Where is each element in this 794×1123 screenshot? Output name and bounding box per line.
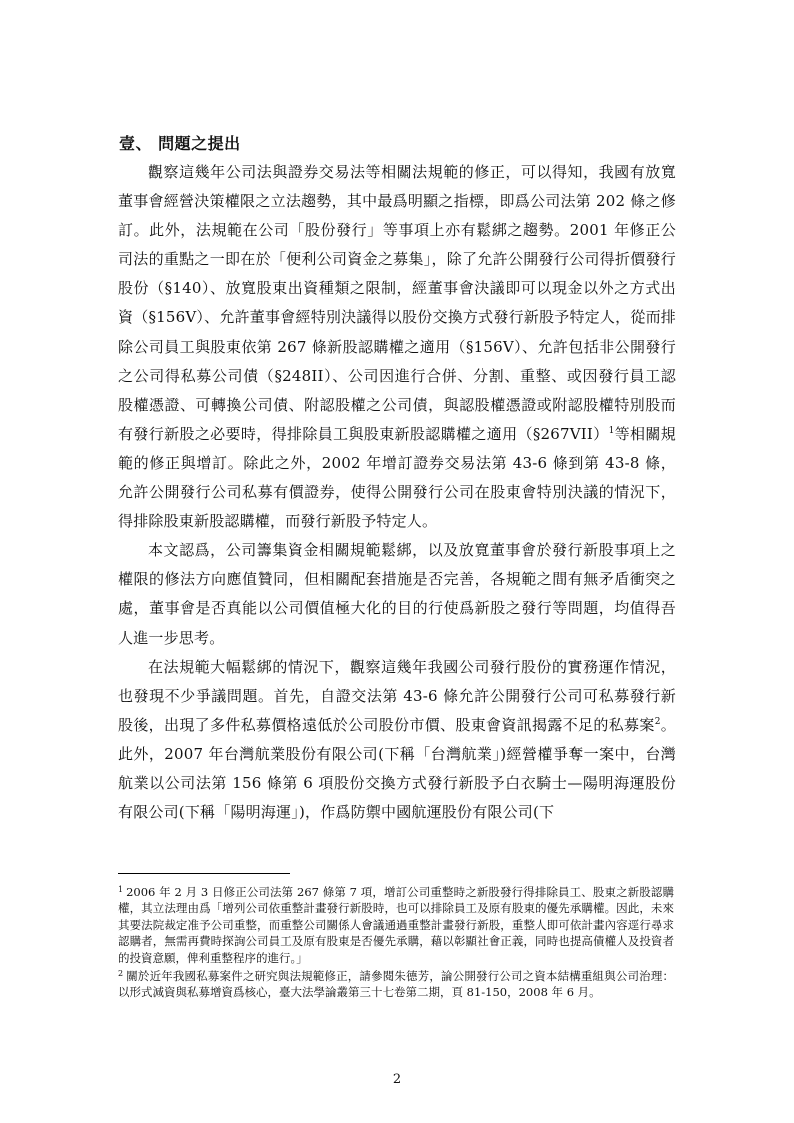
- body-text: [118, 158, 676, 827]
- paragraph-1: [118, 158, 676, 536]
- footnotes: [118, 882, 674, 1001]
- footnote-2: [118, 966, 674, 1001]
- paragraph-1-text-b: 等相關規範的修正與增訂。除此之外，2002 年增訂證券交易法第 43-6 條到第 43-8 條，允許公開發行公司私募有價證券，使得公開發行公司在股東會特別決議的情況下，得排除股東新股認購權，而發行新股予特定人。: [118, 424, 676, 531]
- paragraph-3-text-b: 。此外，2007 年台灣航業股份有限公司(下稱「台灣航業」)經營權爭奪一案中，台灣航業以公司法第 156 條第 6 項股份交換方式發行新股予白衣騎士—陽明海運股份有限公司(下稱「陽明海運」)，作爲防禦中國航運股份有限公司(下: [118, 715, 676, 822]
- footnote-1-number: 1: [118, 885, 124, 894]
- footnote-ref-2[interactable]: 2: [654, 716, 661, 727]
- page-number: 2: [392, 1072, 402, 1087]
- paragraph-1-text-a: 觀察這幾年公司法與證券交易法等相關法規範的修正，可以得知，我國有放寬董事會經營決策權限之立法趨勢，其中最爲明顯之指標，即爲公司法第 202 條之修訂。此外，法規範在公司「股份發行」等事項上亦有鬆綁之趨勢。2001 年修正公司法的重點之一即在於「便利公司資金之募集」，除了允許公開發行公司得折價發行股份（§140）、放寬股東出資種類之限制，經董事會決議即可以現金以外之方式出資（§156V）、允許董事會經特別決議得以股份交換方式發行新股予特定人，從而排除公司員工與股東依第 267 條新股認購權之適用（§156V）、允許包括非公開發行之公司得私募公司債（§248II）、公司因進行合併、分割、重整、或因發行員工認股權憑證、可轉換公司債、附認股權之公司債，與認股權憑證或附認股權特別股而有發行新股之必要時，得排除員工與股東新股認購權之適用（§267VII）: [118, 163, 676, 443]
- footnote-2-number: 2: [118, 969, 124, 979]
- section-heading: 壹、 問題之提出: [119, 134, 241, 153]
- footnote-2-text: 關於近年我國私募案件之研究與法規範修正，請參閱朱德芳，論公開發行公司之資本結構重組與公司治理：以形式減資與私募增資爲核心，臺大法學論叢第三十七卷第二期，頁 81-150，2008 年 6 月。: [118, 969, 674, 1000]
- footnote-separator: [118, 873, 290, 874]
- paragraph-2: 本文認爲，公司籌集資金相關規範鬆綁，以及放寬董事會於發行新股事項上之權限的修法方向應值贊同，但相關配套措施是否完善，各規範之間有無矛盾衝突之處，董事會是否真能以公司價值極大化的目的行使爲新股之發行等問題，均值得吾人進一步思考。: [118, 541, 676, 647]
- footnote-1: [118, 882, 674, 966]
- paragraph-3: [118, 653, 676, 828]
- footnote-ref-1[interactable]: 1: [608, 425, 615, 436]
- paragraph-3-text-a: 在法規範大幅鬆綁的情況下，觀察這幾年我國公司發行股份的實務運作情況，也發現不少爭議問題。首先，自證交法第 43-6 條允許公開發行公司可私募發行新股後，出現了多件私募價格遠低於公司股份市價、股東會資訊揭露不足的私募案: [118, 657, 676, 734]
- footnote-1-text: 2006 年 2 月 3 日修正公司法第 267 條第 7 項，增訂公司重整時之新股發行得排除員工、股東之新股認購權，其立法理由爲「增列公司依重整計畫發行新股時，也可以排除員工及原有股東的優先承購權。因此，未來其要法院裁定准予公司重整，而重整公司關係人會議通過重整計畫發行新股，重整人即可依計畫內容逕行尋求認購者，無需再費時探詢公司員工及原有股東是否優先承購，藉以彰顯社會正義，同時也提高債權人及投資者的投資意願，俾利重整程序的進行。」: [118, 885, 674, 965]
